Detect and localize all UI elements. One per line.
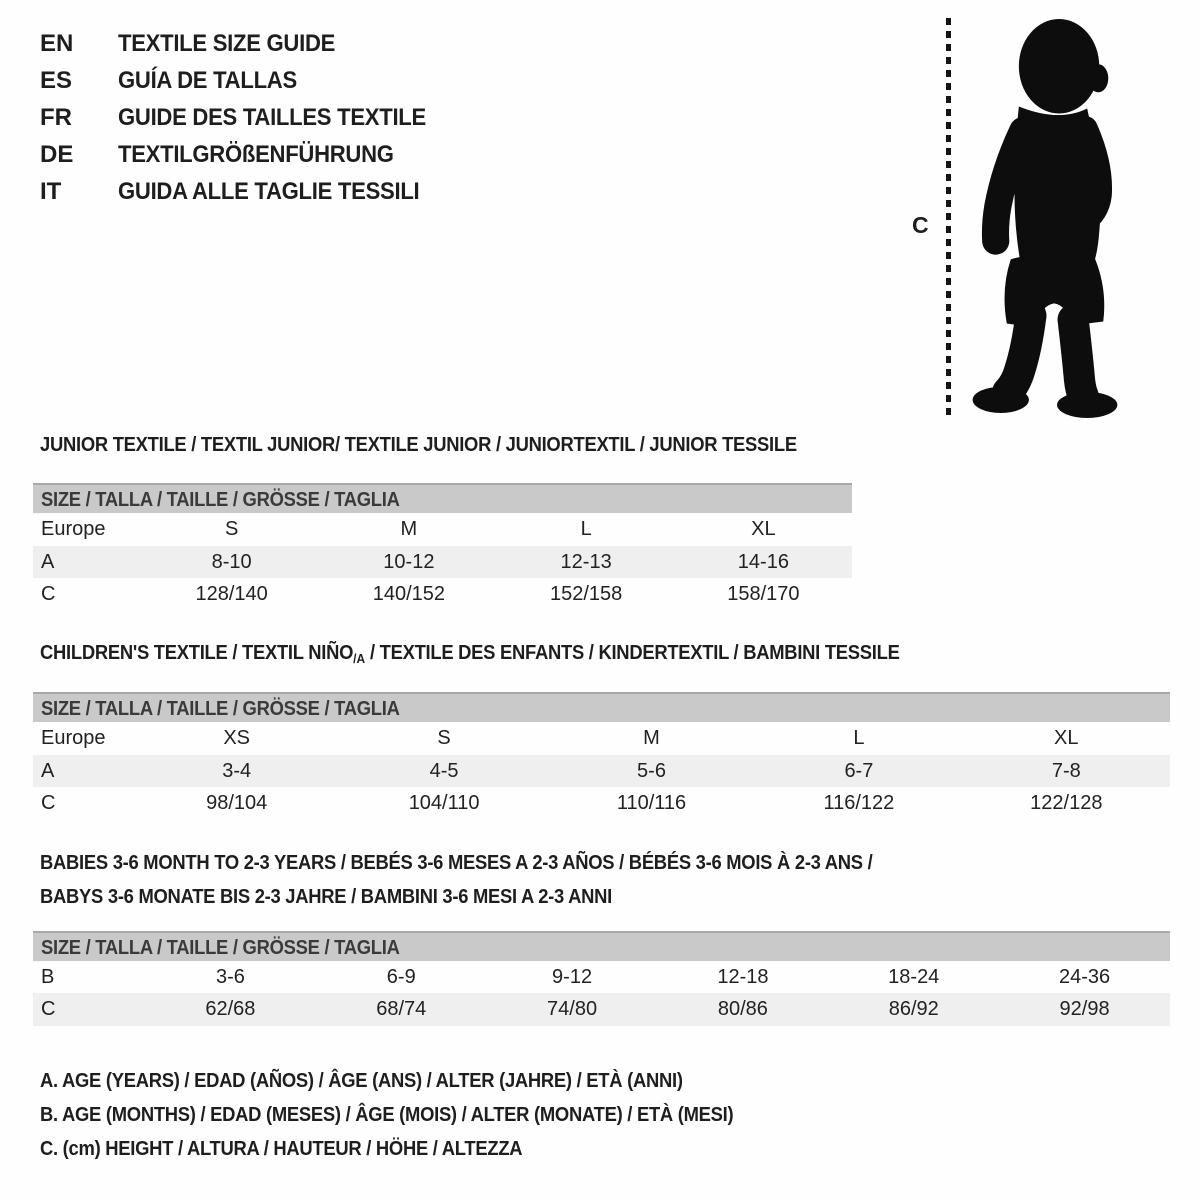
row-label-cell: C [41, 792, 56, 814]
height-dashed-line [946, 18, 951, 416]
value-cell: 80/86 [717, 998, 768, 1020]
language-title: TEXTILGRÖßENFÜHRUNG [118, 140, 394, 168]
size-cell: XL [751, 518, 776, 540]
table-row-height [33, 787, 1170, 820]
table-header-bar [33, 692, 1170, 722]
value-cell: 68/74 [376, 998, 427, 1020]
row-label-cell: A [41, 760, 55, 782]
language-code: IT [40, 177, 62, 205]
children-title-suffix: / TEXTILE DES ENFANTS / KINDERTEXTIL / BAMBINI TESSILE [365, 642, 900, 664]
value-cell: 12-18 [717, 966, 769, 988]
table-row-age [33, 546, 852, 578]
size-table-children [33, 692, 1170, 820]
value-cell: 74/80 [547, 998, 598, 1020]
section-title-babies [40, 846, 945, 914]
row-label-cell: Europe [41, 727, 106, 749]
size-label-row [33, 722, 1170, 755]
table-header-bar [33, 483, 852, 513]
language-row [40, 63, 453, 100]
section-title-junior [40, 433, 863, 457]
table-row-height [33, 993, 1170, 1026]
section-title-children [40, 641, 974, 671]
size-cell: XL [1054, 727, 1079, 749]
table-header-bar [33, 931, 1170, 961]
row-label-cell: C [41, 583, 56, 605]
row-label-cell: B [41, 966, 55, 988]
language-code: DE [40, 140, 74, 168]
legend-line-a [40, 1064, 794, 1098]
value-cell: 140/152 [372, 583, 446, 605]
row-label-cell: A [41, 551, 55, 573]
size-cell: L [853, 727, 865, 749]
value-cell: 152/158 [549, 583, 623, 605]
children-title-prefix: CHILDREN'S TEXTILE / TEXTIL NIÑO [40, 642, 354, 664]
value-cell: 122/128 [1030, 792, 1103, 814]
value-cell: 5-6 [637, 760, 666, 782]
language-row [40, 26, 453, 63]
babies-title-line2: BABYS 3-6 MONATE BIS 2-3 JAHRE / BAMBINI 3-6 MESI A 2-3 ANNI [40, 886, 612, 908]
table-header-label: SIZE / TALLA / TAILLE / GRÖSSE / TAGLIA [41, 937, 400, 959]
height-marker-label: C [912, 212, 929, 238]
children-title-subscript: /A [353, 651, 366, 666]
table-row-age-months [33, 961, 1170, 993]
section-title-junior-text: JUNIOR TEXTILE / TEXTIL JUNIOR/ TEXTILE JUNIOR / JUNIORTEXTIL / JUNIOR TESSILE [40, 434, 797, 456]
legend-line-c [40, 1132, 794, 1166]
row-label-cell: Europe [41, 518, 106, 540]
value-cell: 6-7 [844, 760, 874, 782]
size-cell: XS [223, 727, 251, 749]
legend [40, 1064, 794, 1166]
value-cell: 3-6 [215, 966, 245, 988]
value-cell: 4-5 [429, 760, 459, 782]
language-title: GUIDE DES TAILLES TEXTILE [118, 103, 426, 131]
table-header-label: SIZE / TALLA / TAILLE / GRÖSSE / TAGLIA [41, 489, 400, 511]
language-row [40, 100, 453, 137]
language-header [40, 26, 453, 210]
size-cell: M [643, 727, 660, 749]
value-cell: 7-8 [1051, 760, 1081, 782]
language-row [40, 173, 453, 210]
value-cell: 86/92 [888, 998, 939, 1020]
section-title-children-text [40, 641, 900, 671]
value-cell: 128/140 [195, 583, 268, 605]
language-code: EN [40, 30, 74, 58]
value-cell: 104/110 [408, 792, 480, 814]
babies-title-line1: BABIES 3-6 MONTH TO 2-3 YEARS / BEBÉS 3-6 MESES A 2-3 AÑOS / BÉBÉS 3-6 MOIS À 2-3 ANS / [40, 852, 873, 874]
value-cell: 24-36 [1058, 966, 1111, 988]
value-cell: 12-13 [560, 551, 612, 573]
size-cell: L [580, 518, 592, 540]
row-label-cell: C [41, 998, 56, 1020]
size-cell: S [437, 727, 451, 749]
legend-line-b-text: B. AGE (MONTHS) / EDAD (MESES) / ÂGE (MOIS) / ALTER (MONATE) / ETÀ (MESI) [40, 1104, 734, 1126]
table-row-age [33, 755, 1170, 787]
language-title: GUÍA DE TALLAS [118, 67, 297, 95]
value-cell: 10-12 [383, 551, 435, 573]
value-cell: 158/170 [727, 583, 800, 605]
value-cell: 6-9 [386, 966, 416, 988]
value-cell: 18-24 [888, 966, 940, 988]
value-cell: 14-16 [737, 551, 789, 573]
language-title: TEXTILE SIZE GUIDE [118, 30, 336, 58]
size-table-babies [33, 931, 1170, 1026]
size-cell: M [400, 518, 418, 540]
size-cell: S [224, 518, 239, 540]
value-cell: 98/104 [206, 792, 268, 814]
table-header-label: SIZE / TALLA / TAILLE / GRÖSSE / TAGLIA [41, 698, 400, 720]
value-cell: 8-10 [211, 551, 252, 573]
value-cell: 116/122 [823, 792, 895, 814]
language-code: ES [40, 67, 73, 95]
value-cell: 9-12 [552, 966, 593, 988]
value-cell: 110/116 [616, 792, 687, 814]
size-label-row [33, 513, 852, 546]
value-cell: 92/98 [1059, 998, 1110, 1020]
legend-line-c-text: C. (cm) HEIGHT / ALTURA / HAUTEUR / HÖHE / ALTEZZA [40, 1138, 523, 1160]
size-table-junior [33, 483, 852, 611]
legend-line-a-text: A. AGE (YEARS) / EDAD (AÑOS) / ÂGE (ANS) / ALTER (JAHRE) / ETÀ (ANNI) [40, 1070, 683, 1092]
language-row [40, 136, 453, 173]
language-code: FR [40, 103, 72, 131]
value-cell: 62/68 [205, 998, 256, 1020]
value-cell: 3-4 [222, 760, 252, 782]
legend-line-b [40, 1098, 794, 1132]
language-title: GUIDA ALLE TAGLIE TESSILI [118, 177, 420, 205]
toddler-silhouette-icon [960, 16, 1140, 418]
table-row-height [33, 578, 852, 611]
